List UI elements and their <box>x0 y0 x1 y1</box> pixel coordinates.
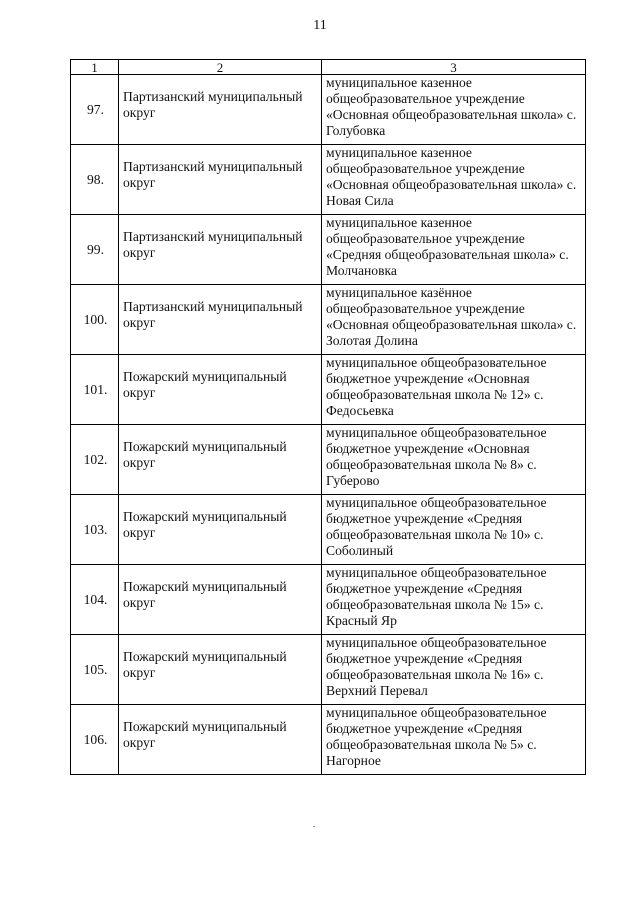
column-header-1: 1 <box>71 60 119 75</box>
institution-name: муниципальное общеобразовательное бюджетное учреждение «Средняя общеобразовательная школа № 16» с. Верхний Перевал <box>322 635 586 705</box>
district-name: Партизанский муниципальный округ <box>123 158 303 190</box>
table-row <box>71 495 586 565</box>
district-cell <box>119 285 322 355</box>
table-row <box>71 635 586 705</box>
district-name: Пожарский муниципальный округ <box>123 438 287 470</box>
institution-name: муниципальное казенное общеобразовательное учреждение «Основная общеобразовательная школа» с. Новая Сила <box>322 145 586 215</box>
institutions-table <box>70 59 586 775</box>
scan-speck <box>313 826 315 827</box>
district-cell <box>119 145 322 215</box>
district-cell <box>119 75 322 145</box>
row-number: 101. <box>71 355 119 425</box>
column-header-2: 2 <box>119 60 322 75</box>
district-cell <box>119 565 322 635</box>
row-number: 103. <box>71 495 119 565</box>
institution-name: муниципальное казенное общеобразовательное учреждение «Средняя общеобразовательная школа» с. Молчановка <box>322 215 586 285</box>
row-number: 97. <box>71 75 119 145</box>
row-number: 105. <box>71 635 119 705</box>
table-row <box>71 145 586 215</box>
district-name: Пожарский муниципальный округ <box>123 648 287 680</box>
table-row <box>71 285 586 355</box>
institution-name: муниципальное казённое общеобразовательное учреждение «Основная общеобразовательная школа» с. Золотая Долина <box>322 285 586 355</box>
row-number: 104. <box>71 565 119 635</box>
row-number: 98. <box>71 145 119 215</box>
district-name: Партизанский муниципальный округ <box>123 88 303 120</box>
district-cell <box>119 495 322 565</box>
institution-name: муниципальное общеобразовательное бюджетное учреждение «Средняя общеобразовательная школа № 15» с. Красный Яр <box>322 565 586 635</box>
institution-name: муниципальное общеобразовательное бюджетное учреждение «Основная общеобразовательная школа № 12» с. Федосьевка <box>322 355 586 425</box>
row-number: 99. <box>71 215 119 285</box>
row-number: 102. <box>71 425 119 495</box>
institution-name: муниципальное казенное общеобразовательное учреждение «Основная общеобразовательная школа» с. Голубовка <box>322 75 586 145</box>
table-row <box>71 565 586 635</box>
institution-name: муниципальное общеобразовательное бюджетное учреждение «Средняя общеобразовательная школа № 5» с. Нагорное <box>322 705 586 775</box>
page-number: 11 <box>313 18 327 33</box>
row-number: 100. <box>71 285 119 355</box>
district-name: Партизанский муниципальный округ <box>123 298 303 330</box>
district-cell <box>119 215 322 285</box>
district-name: Пожарский муниципальный округ <box>123 578 287 610</box>
table-header-row <box>71 60 586 75</box>
table-row <box>71 425 586 495</box>
table-row <box>71 75 586 145</box>
district-name: Пожарский муниципальный округ <box>123 718 287 750</box>
district-name: Партизанский муниципальный округ <box>123 228 303 260</box>
institution-name: муниципальное общеобразовательное бюджетное учреждение «Основная общеобразовательная школа № 8» с. Губерово <box>322 425 586 495</box>
table-row <box>71 215 586 285</box>
district-name: Пожарский муниципальный округ <box>123 368 287 400</box>
district-cell <box>119 635 322 705</box>
district-cell <box>119 355 322 425</box>
district-cell <box>119 705 322 775</box>
row-number: 106. <box>71 705 119 775</box>
institution-name: муниципальное общеобразовательное бюджетное учреждение «Средняя общеобразовательная школа № 10» с. Соболиный <box>322 495 586 565</box>
district-name: Пожарский муниципальный округ <box>123 508 287 540</box>
district-cell <box>119 425 322 495</box>
table-row <box>71 705 586 775</box>
table-row <box>71 355 586 425</box>
column-header-3: 3 <box>322 60 586 75</box>
